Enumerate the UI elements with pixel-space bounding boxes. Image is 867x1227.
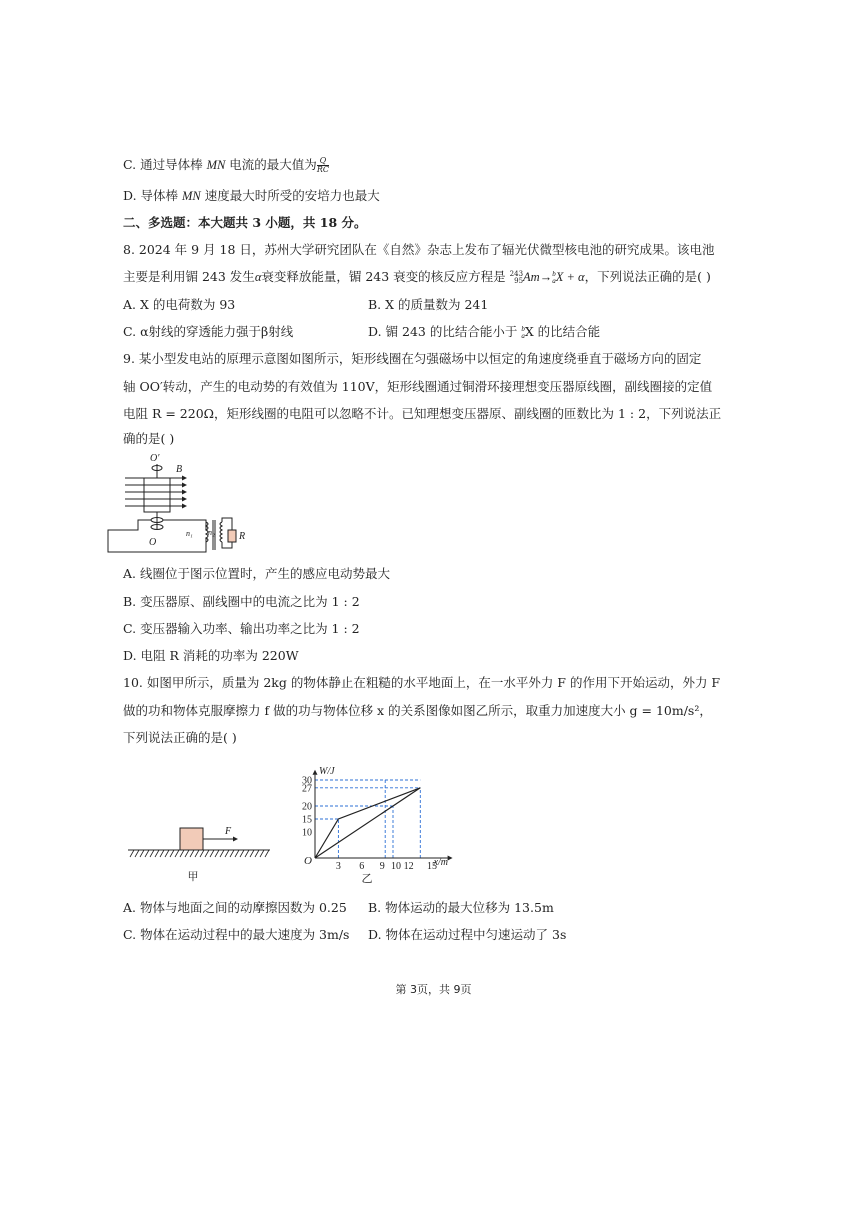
page-footer: 第 3页，共 9页 (395, 983, 472, 996)
section-title: 二、多选题：本大题共 3 小题，共 18 分。 (123, 215, 367, 230)
q8-stem-line2: 主要是利用镅 243 发生α衰变释放能量，镅 243 衰变的核反应方程是 243 95 Am→ b a X + α，下列说法正确的是( ) (123, 269, 711, 285)
q10-stem-line3: 下列说法正确的是( ) (123, 730, 237, 745)
hatch-mark (130, 850, 134, 857)
label-b: B (176, 464, 183, 475)
q9-option-c: C. 变压器输入功率、输出功率之比为 1 : 2 (123, 621, 360, 636)
q7-option-d: D. 导体棒 MN 速度最大时所受的安培力也最大 (123, 188, 380, 203)
force-arrowhead (233, 837, 238, 842)
y-tick-label: 20 (302, 801, 312, 813)
y-tick-label: 10 (302, 827, 312, 839)
hatch-mark (165, 850, 169, 857)
ground-hatching (130, 850, 269, 857)
x-tick-label: 12 (403, 861, 414, 872)
origin-label: O (304, 855, 312, 867)
hatch-mark (245, 850, 249, 857)
q10-option-c: C. 物体在运动过程中的最大速度为 3m/s (123, 927, 350, 942)
hatch-mark (230, 850, 234, 857)
secondary-wire-top (222, 518, 232, 530)
x-tick-label: 9 (379, 861, 385, 872)
q9-generator-figure (100, 450, 260, 560)
y-tick-label: 15 (302, 814, 312, 826)
q10-stem-line2: 做的功和物体克服摩擦力 f 做的功与物体位移 x 的关系图像如图乙所示，取重力加速度大小 g = 10m/s²， (123, 703, 712, 718)
series-line (315, 788, 420, 858)
q8-option-d: D. 镅 243 的比结合能小于 b a X 的比结合能 (368, 324, 601, 340)
hatch-mark (185, 850, 189, 857)
hatch-mark (195, 850, 199, 857)
nuclide-x-indices: b a (552, 269, 556, 285)
q9-option-b: B. 变压器原、副线圈中的电流之比为 1 : 2 (123, 594, 360, 609)
q8-option-b: B. X 的质量数为 241 (368, 297, 489, 312)
x-tick-label: 10 (391, 861, 401, 872)
q9-stem-line1: 9. 某小型发电站的原理示意图如图所示，矩形线圈在匀强磁场中以恒定的角速度绕垂直于磁场方向的固定 (123, 351, 702, 366)
q9-stem-line4: 确的是( ) (123, 431, 175, 446)
q8-option-a: A. X 的电荷数为 93 (123, 297, 236, 312)
q9-option-a: A. 线圈位于图示位置时，产生的感应电动势最大 (123, 566, 390, 581)
label-n1: n₁ (186, 529, 193, 538)
hatch-mark (235, 850, 239, 857)
q10-chart-yi (290, 758, 490, 888)
hatch-mark (255, 850, 259, 857)
q10-figure-jia (125, 820, 275, 885)
hatch-mark (240, 850, 244, 857)
block (180, 828, 203, 850)
label-r: R (239, 531, 246, 542)
q9-stem-line2: 轴 OO′转动，产生的电动势的有效值为 110V，矩形线圈通过铜滑环接理想变压器原线圈，副线圈接的定值 (123, 379, 713, 394)
y-tick-label: 30 (302, 775, 312, 787)
hatch-mark (175, 850, 179, 857)
caption-yi: 乙 (361, 873, 373, 885)
q9-stem-line3: 电阻 R = 220Ω，矩形线圈的电阻可以忽略不计。已知理想变压器原、副线圈的匝数比为 1 : 2，下列说法正 (123, 406, 722, 421)
coil (144, 478, 170, 512)
x-tick-label: 15 (427, 861, 437, 872)
x-axis-label: x/m (433, 857, 449, 868)
x-axis-arrow (448, 856, 453, 861)
hatch-mark (135, 850, 139, 857)
x-tick-label: 6 (359, 861, 365, 872)
q10-option-a: A. 物体与地面之间的动摩擦因数为 0.25 (123, 900, 347, 915)
primary-wire-right (163, 520, 206, 530)
hatch-mark (260, 850, 264, 857)
secondary-winding (220, 522, 222, 542)
y-axis-arrow (313, 770, 318, 775)
hatch-mark (215, 850, 219, 857)
hatch-mark (265, 850, 269, 857)
q10-option-d: D. 物体在运动过程中匀速运动了 3s (368, 927, 567, 942)
hatch-mark (145, 850, 149, 857)
hatch-mark (250, 850, 254, 857)
hatch-mark (205, 850, 209, 857)
hatch-mark (190, 850, 194, 857)
q8-stem-line1: 8. 2024 年 9 月 18 日，苏州大学研究团队在《自然》杂志上发布了辐光伏微型核电池的研究成果。该电池 (123, 242, 715, 257)
secondary-wire-bottom (222, 542, 232, 548)
hatch-mark (140, 850, 144, 857)
resistor (228, 530, 236, 542)
force-label: F (225, 826, 232, 837)
q8-option-c: C. α射线的穿透能力强于β射线 (123, 324, 294, 339)
hatch-mark (170, 850, 174, 857)
hatch-mark (155, 850, 159, 857)
hatch-mark (150, 850, 154, 857)
label-n2: n₂ (208, 528, 215, 537)
magnetic-field-lines (125, 478, 182, 506)
caption-jia: 甲 (187, 871, 199, 883)
label-o-prime: O′ (150, 453, 160, 464)
label-o: O (149, 537, 157, 548)
hatch-mark (225, 850, 229, 857)
hatch-mark (210, 850, 214, 857)
y-axis-label: W/J (319, 765, 335, 777)
q9-option-d: D. 电阻 R 消耗的功率为 220W (123, 648, 299, 663)
hatch-mark (220, 850, 224, 857)
nuclide-am-indices: 243 95 (509, 269, 524, 285)
hatch-mark (200, 850, 204, 857)
hatch-mark (160, 850, 164, 857)
x-tick-label: 3 (335, 861, 341, 872)
y-tick-label: 27 (302, 783, 312, 795)
fraction-q-over-rc: $\frac{Q}{RC}$ (316, 156, 329, 174)
q7-option-c: C. 通过导体棒 MN 电流的最大值为 $\frac{Q}{RC}$ (123, 156, 329, 174)
hatch-mark (180, 850, 184, 857)
q10-stem-line1: 10. 如图甲所示，质量为 2kg 的物体静止在粗糙的水平地面上，在一水平外力 F 的作用下开始运动，外力 F (123, 675, 721, 690)
q10-option-b: B. 物体运动的最大位移为 13.5m (368, 900, 554, 915)
